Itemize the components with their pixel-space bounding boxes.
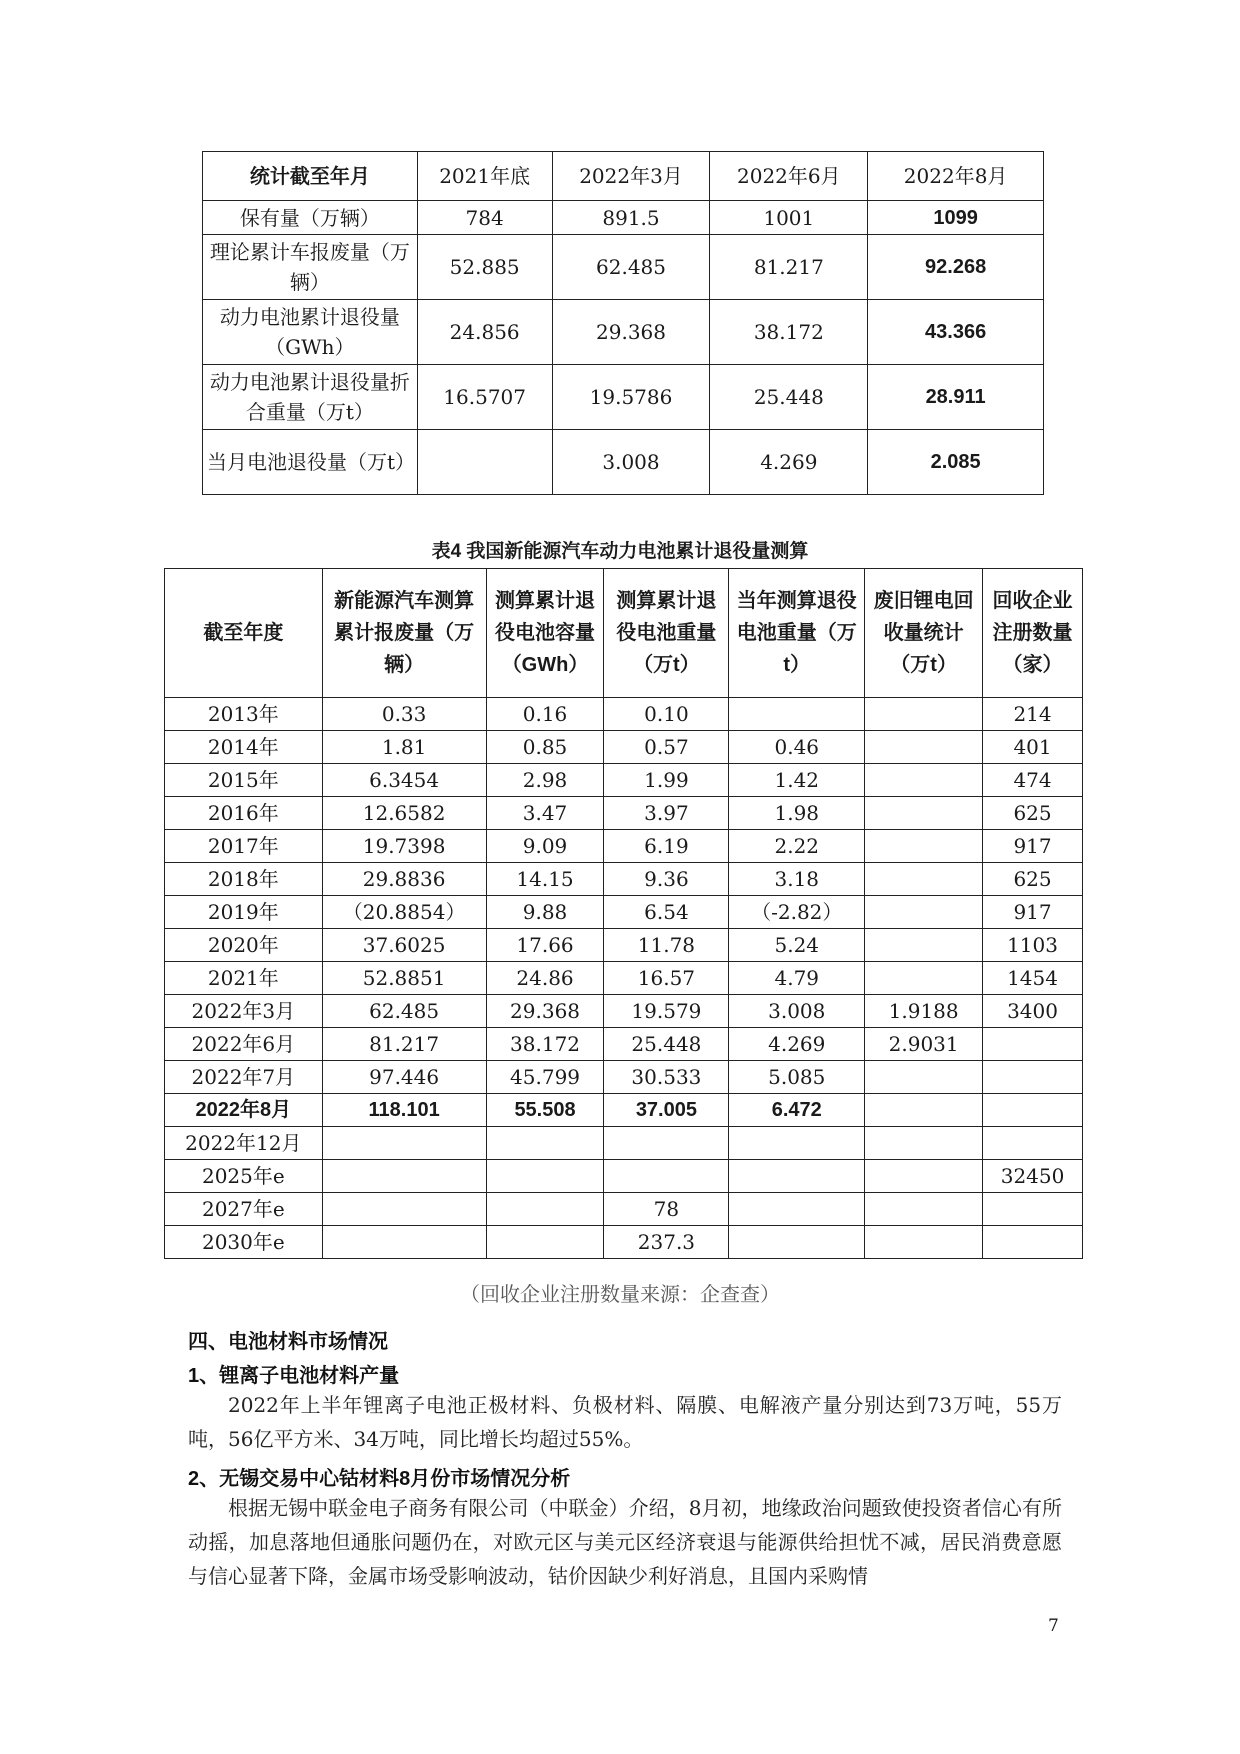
cell: 474 — [983, 764, 1083, 797]
table-row — [203, 430, 1044, 495]
header-cell: 测算累计退役电池容量（GWh） — [486, 569, 604, 698]
cell — [983, 1193, 1083, 1226]
cell: 3.97 — [604, 797, 729, 830]
row-label: 2030年e — [165, 1226, 323, 1259]
header-cell: 回收企业注册数量（家） — [983, 569, 1083, 698]
cell — [322, 1160, 486, 1193]
cell: 917 — [983, 896, 1083, 929]
cell: 625 — [983, 863, 1083, 896]
cell: 0.10 — [604, 698, 729, 731]
table-row — [203, 201, 1044, 235]
cell: 38.172 — [486, 1028, 604, 1061]
cell: 1099 — [868, 201, 1044, 235]
table-header-row — [165, 569, 1083, 698]
row-label: 动力电池累计退役量（GWh） — [203, 300, 418, 365]
cell: 28.911 — [868, 365, 1044, 430]
cell — [865, 929, 983, 962]
row-label: 2017年 — [165, 830, 323, 863]
cell: 17.66 — [486, 929, 604, 962]
cell — [729, 1160, 865, 1193]
header-cell: 2022年8月 — [868, 152, 1044, 201]
table-row — [165, 764, 1083, 797]
cell: 29.8836 — [322, 863, 486, 896]
table-row — [165, 1061, 1083, 1094]
cell: 1103 — [983, 929, 1083, 962]
cell: 118.101 — [322, 1094, 486, 1127]
cell: 62.485 — [552, 235, 710, 300]
row-label: 2021年 — [165, 962, 323, 995]
cell: 625 — [983, 797, 1083, 830]
cell: 1.42 — [729, 764, 865, 797]
cell: 3.47 — [486, 797, 604, 830]
page-number: 7 — [1048, 1616, 1059, 1636]
cell: 6.472 — [729, 1094, 865, 1127]
cell — [322, 1127, 486, 1160]
cell: 214 — [983, 698, 1083, 731]
cell: 6.19 — [604, 830, 729, 863]
cell: 25.448 — [710, 365, 868, 430]
header-cell: 2021年底 — [417, 152, 552, 201]
cell: 11.78 — [604, 929, 729, 962]
cell: 24.86 — [486, 962, 604, 995]
cell — [983, 1061, 1083, 1094]
cell: 2.22 — [729, 830, 865, 863]
cell — [417, 430, 552, 495]
cell: 401 — [983, 731, 1083, 764]
cell: 891.5 — [552, 201, 710, 235]
row-label: 2022年6月 — [165, 1028, 323, 1061]
cell: 62.485 — [322, 995, 486, 1028]
header-cell: 新能源汽车测算累计报废量（万辆） — [322, 569, 486, 698]
cell: （-2.82） — [729, 896, 865, 929]
cell: 92.268 — [868, 235, 1044, 300]
header-cell: 测算累计退役电池重量（万t） — [604, 569, 729, 698]
table-row — [165, 1127, 1083, 1160]
table-row — [165, 929, 1083, 962]
cell: 4.269 — [729, 1028, 865, 1061]
cell: 237.3 — [604, 1226, 729, 1259]
cell: 52.885 — [417, 235, 552, 300]
cell: 25.448 — [604, 1028, 729, 1061]
cell: 81.217 — [322, 1028, 486, 1061]
cell: 52.8851 — [322, 962, 486, 995]
cell: 1.9188 — [865, 995, 983, 1028]
paragraph-2-text: 根据无锡中联金电子商务有限公司（中联金）介绍，8月初，地缘政治问题致使投资者信心有所动摇，加息落地但通胀问题仍在，对欧元区与美元区经济衰退与能源供给担忧不减，居民消费意愿与信心显著下降，金属市场受影响波动，钴价因缺少利好消息，且国内采购情 — [188, 1496, 1062, 1588]
header-cell: 统计截至年月 — [203, 152, 418, 201]
cell — [604, 1127, 729, 1160]
row-label: 2025年e — [165, 1160, 323, 1193]
cell — [983, 1028, 1083, 1061]
cell — [865, 764, 983, 797]
cell: 9.36 — [604, 863, 729, 896]
cell — [865, 698, 983, 731]
cell — [865, 1193, 983, 1226]
cell: 5.085 — [729, 1061, 865, 1094]
section-heading: 四、电池材料市场情况 — [188, 1331, 388, 1353]
row-label: 2022年3月 — [165, 995, 323, 1028]
subsection-heading-2: 2、无锡交易中心钴材料8月份市场情况分析 — [188, 1468, 571, 1490]
cell: 3400 — [983, 995, 1083, 1028]
row-label: 当月电池退役量（万t） — [203, 430, 418, 495]
header-cell: 2022年3月 — [552, 152, 710, 201]
cell: 5.24 — [729, 929, 865, 962]
cell: 0.57 — [604, 731, 729, 764]
cell: 3.008 — [552, 430, 710, 495]
cell: 97.446 — [322, 1061, 486, 1094]
cell: 9.09 — [486, 830, 604, 863]
row-label: 2015年 — [165, 764, 323, 797]
cell: 24.856 — [417, 300, 552, 365]
cell — [865, 1061, 983, 1094]
cell — [322, 1193, 486, 1226]
cell — [865, 863, 983, 896]
cell: 1.81 — [322, 731, 486, 764]
table-header-row — [203, 152, 1044, 201]
row-label: 2022年12月 — [165, 1127, 323, 1160]
cell: 784 — [417, 201, 552, 235]
row-label: 2019年 — [165, 896, 323, 929]
cell: 1.98 — [729, 797, 865, 830]
cell: 0.85 — [486, 731, 604, 764]
cell: 37.005 — [604, 1094, 729, 1127]
cell: 81.217 — [710, 235, 868, 300]
cell: 14.15 — [486, 863, 604, 896]
paragraph-2 — [188, 1491, 1062, 1593]
cell — [865, 896, 983, 929]
table-row — [203, 300, 1044, 365]
cell — [865, 1094, 983, 1127]
table-row — [165, 1094, 1083, 1127]
cell: 9.88 — [486, 896, 604, 929]
table-row — [165, 1226, 1083, 1259]
cell — [865, 1160, 983, 1193]
paragraph-1-text: 2022年上半年锂离子电池正极材料、负极材料、隔膜、电解液产量分别达到73万吨，55万吨，56亿平方米、34万吨，同比增长均超过55%。 — [188, 1393, 1062, 1451]
table-row — [165, 830, 1083, 863]
cell — [983, 1226, 1083, 1259]
cell: 38.172 — [710, 300, 868, 365]
cell: 1.99 — [604, 764, 729, 797]
row-label: 2016年 — [165, 797, 323, 830]
table-row — [165, 995, 1083, 1028]
cell: 6.3454 — [322, 764, 486, 797]
cell: 12.6582 — [322, 797, 486, 830]
cell: 3.008 — [729, 995, 865, 1028]
cell — [865, 962, 983, 995]
row-label: 2014年 — [165, 731, 323, 764]
cell — [729, 698, 865, 731]
row-label: 2027年e — [165, 1193, 323, 1226]
cell: 2.9031 — [865, 1028, 983, 1061]
cell: 4.269 — [710, 430, 868, 495]
cell — [486, 1127, 604, 1160]
header-cell: 当年测算退役电池重量（万t） — [729, 569, 865, 698]
cell: 29.368 — [552, 300, 710, 365]
cell — [729, 1127, 865, 1160]
cell: 43.366 — [868, 300, 1044, 365]
cell: 4.79 — [729, 962, 865, 995]
row-label: 2022年7月 — [165, 1061, 323, 1094]
cell — [865, 1127, 983, 1160]
paragraph-1 — [188, 1388, 1062, 1456]
cell — [729, 1226, 865, 1259]
cell: 29.368 — [486, 995, 604, 1028]
cell: 78 — [604, 1193, 729, 1226]
cell: 3.18 — [729, 863, 865, 896]
header-cell: 废旧锂电回收量统计（万t） — [865, 569, 983, 698]
table-row — [165, 698, 1083, 731]
row-label: 2020年 — [165, 929, 323, 962]
cell — [983, 1094, 1083, 1127]
cell — [486, 1193, 604, 1226]
cell — [865, 1226, 983, 1259]
retirement-summary-table — [202, 151, 1044, 495]
cell: 2.98 — [486, 764, 604, 797]
cell: 0.16 — [486, 698, 604, 731]
table-body — [165, 698, 1083, 1259]
cell — [486, 1160, 604, 1193]
cell: 30.533 — [604, 1061, 729, 1094]
table-row — [165, 1028, 1083, 1061]
cell: 19.5786 — [552, 365, 710, 430]
table-row — [165, 731, 1083, 764]
header-cell: 截至年度 — [165, 569, 323, 698]
cell: 2.085 — [868, 430, 1044, 495]
cell — [729, 1193, 865, 1226]
cell: 1454 — [983, 962, 1083, 995]
table-row — [165, 797, 1083, 830]
source-note: （回收企业注册数量来源：企查查） — [460, 1282, 780, 1306]
table-row — [165, 896, 1083, 929]
cell — [322, 1226, 486, 1259]
cell: 16.5707 — [417, 365, 552, 430]
row-label: 理论累计车报废量（万辆） — [203, 235, 418, 300]
table-row — [165, 962, 1083, 995]
cell: 0.46 — [729, 731, 865, 764]
battery-retirement-estimate-table — [164, 568, 1083, 1259]
table-row — [165, 1160, 1083, 1193]
cell: 19.579 — [604, 995, 729, 1028]
cell: 917 — [983, 830, 1083, 863]
cell — [604, 1160, 729, 1193]
cell: 37.6025 — [322, 929, 486, 962]
cell — [865, 797, 983, 830]
row-label: 保有量（万辆） — [203, 201, 418, 235]
cell — [865, 830, 983, 863]
table-row — [203, 235, 1044, 300]
cell: 45.799 — [486, 1061, 604, 1094]
cell: 16.57 — [604, 962, 729, 995]
cell — [865, 731, 983, 764]
table-row — [165, 863, 1083, 896]
cell: 55.508 — [486, 1094, 604, 1127]
cell: 1001 — [710, 201, 868, 235]
subsection-heading-1: 1、锂离子电池材料产量 — [188, 1365, 400, 1387]
cell: 32450 — [983, 1160, 1083, 1193]
table-caption: 表4 我国新能源汽车动力电池累计退役量测算 — [431, 541, 809, 562]
table-row — [203, 365, 1044, 430]
cell: 6.54 — [604, 896, 729, 929]
row-label: 2018年 — [165, 863, 323, 896]
cell — [983, 1127, 1083, 1160]
header-cell: 2022年6月 — [710, 152, 868, 201]
cell: 0.33 — [322, 698, 486, 731]
cell — [486, 1226, 604, 1259]
cell: （20.8854） — [322, 896, 486, 929]
row-label: 2022年8月 — [165, 1094, 323, 1127]
row-label: 动力电池累计退役量折合重量（万t） — [203, 365, 418, 430]
row-label: 2013年 — [165, 698, 323, 731]
table-row — [165, 1193, 1083, 1226]
cell: 19.7398 — [322, 830, 486, 863]
